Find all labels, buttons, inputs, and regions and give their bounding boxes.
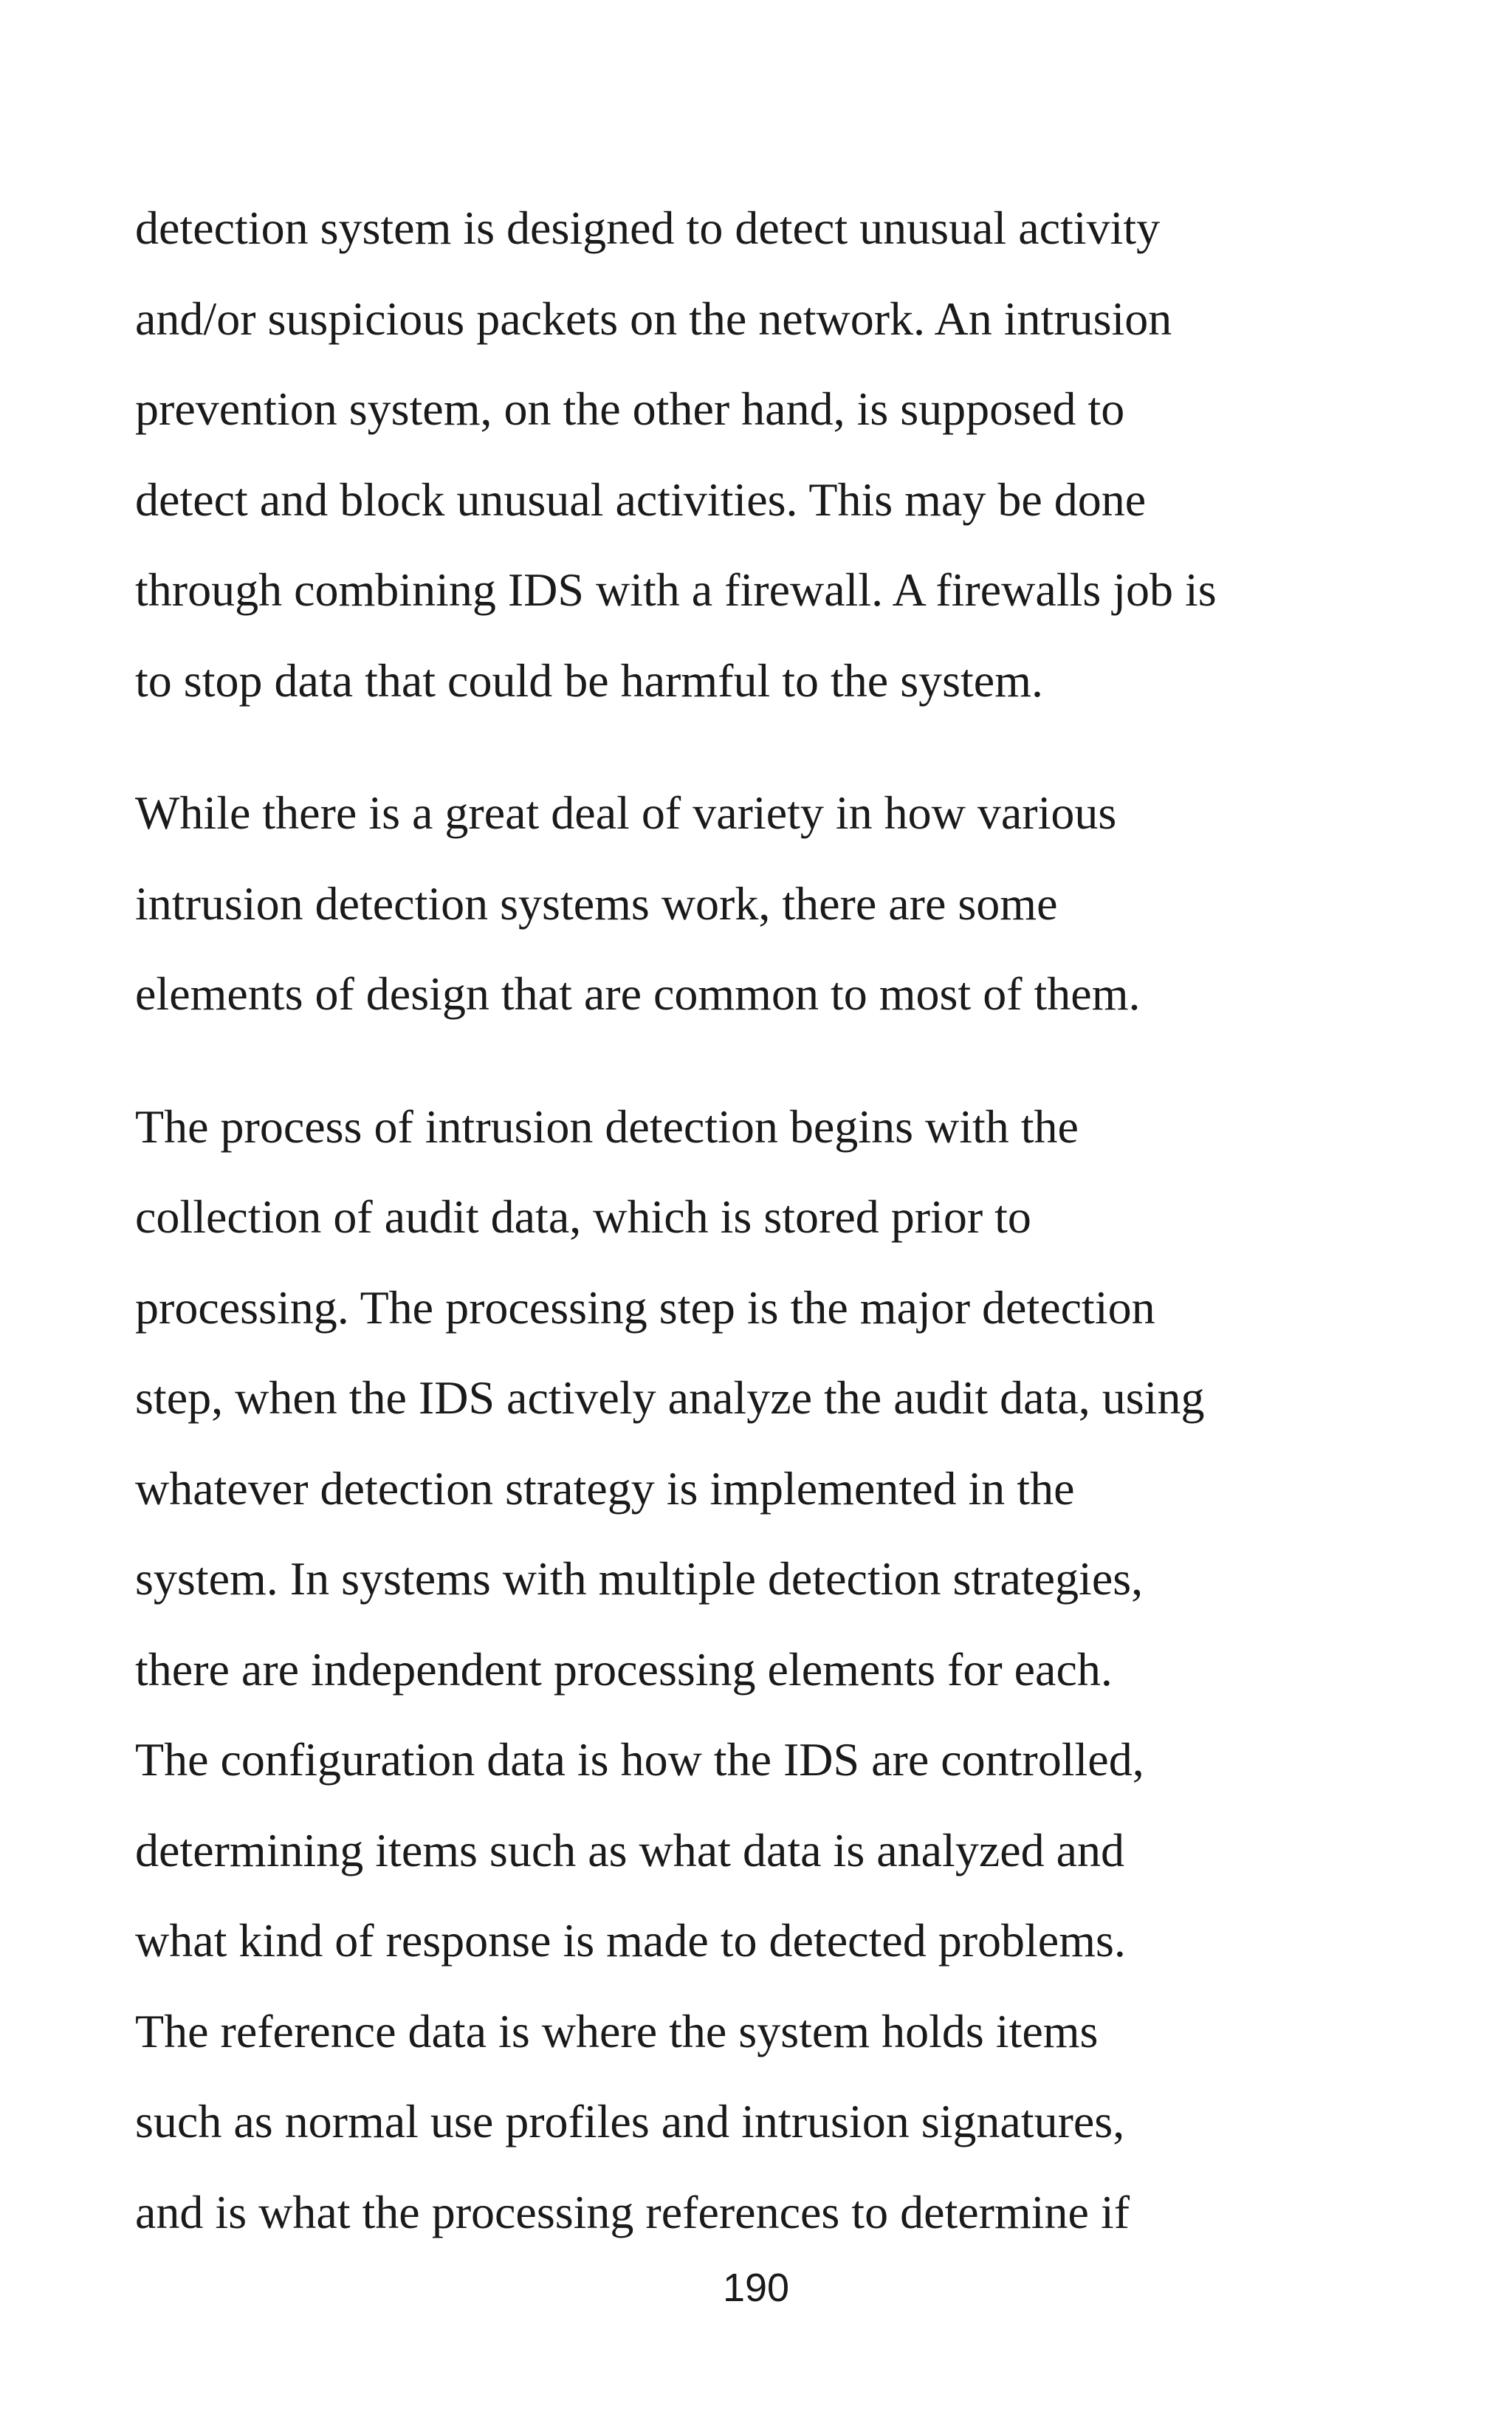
text-line: elements of design that are common to most of them. xyxy=(135,967,1141,1020)
text-line: system. In systems with multiple detection strategies, xyxy=(135,1552,1144,1605)
text-line: prevention system, on the other hand, is supposed to xyxy=(135,383,1125,435)
text-line: collection of audit data, which is stored prior to xyxy=(135,1190,1031,1243)
text-line: detect and block unusual activities. This may be done xyxy=(135,473,1147,526)
page-number: 190 xyxy=(722,2266,790,2310)
text-line: such as normal use profiles and intrusion signatures, xyxy=(135,2095,1125,2148)
text-line: and/or suspicious packets on the network. An intrusion xyxy=(135,292,1172,345)
text-line: While there is a great deal of variety in how various xyxy=(135,786,1117,839)
text-line: there are independent processing elements for each. xyxy=(135,1642,1113,1696)
text-line: determining items such as what data is analyzed and xyxy=(135,1823,1125,1876)
text-line: what kind of response is made to detected problems. xyxy=(135,1914,1126,1967)
text-line: and is what the processing references to determine if xyxy=(135,2185,1130,2238)
text-line: intrusion detection systems work, there are some xyxy=(135,877,1058,930)
text-line: to stop data that could be harmful to the system. xyxy=(135,654,1043,707)
text-line: The configuration data is how the IDS are controlled, xyxy=(135,1733,1144,1786)
text-line: processing. The processing step is the major detection xyxy=(135,1281,1155,1334)
text-line: The process of intrusion detection begins with the xyxy=(135,1100,1079,1153)
paragraph-3 xyxy=(135,1082,1390,2258)
body-text xyxy=(135,183,1390,2258)
text-line: whatever detection strategy is implemented in the xyxy=(135,1461,1075,1515)
text-line: detection system is designed to detect unusual activity xyxy=(135,202,1161,254)
paragraph-1 xyxy=(135,183,1390,726)
paragraph-2 xyxy=(135,768,1390,1040)
text-line: through combining IDS with a firewall. A firewalls job is xyxy=(135,563,1217,616)
text-line: The reference data is where the system holds items xyxy=(135,2004,1099,2057)
text-line: step, when the IDS actively analyze the audit data, using xyxy=(135,1371,1205,1424)
